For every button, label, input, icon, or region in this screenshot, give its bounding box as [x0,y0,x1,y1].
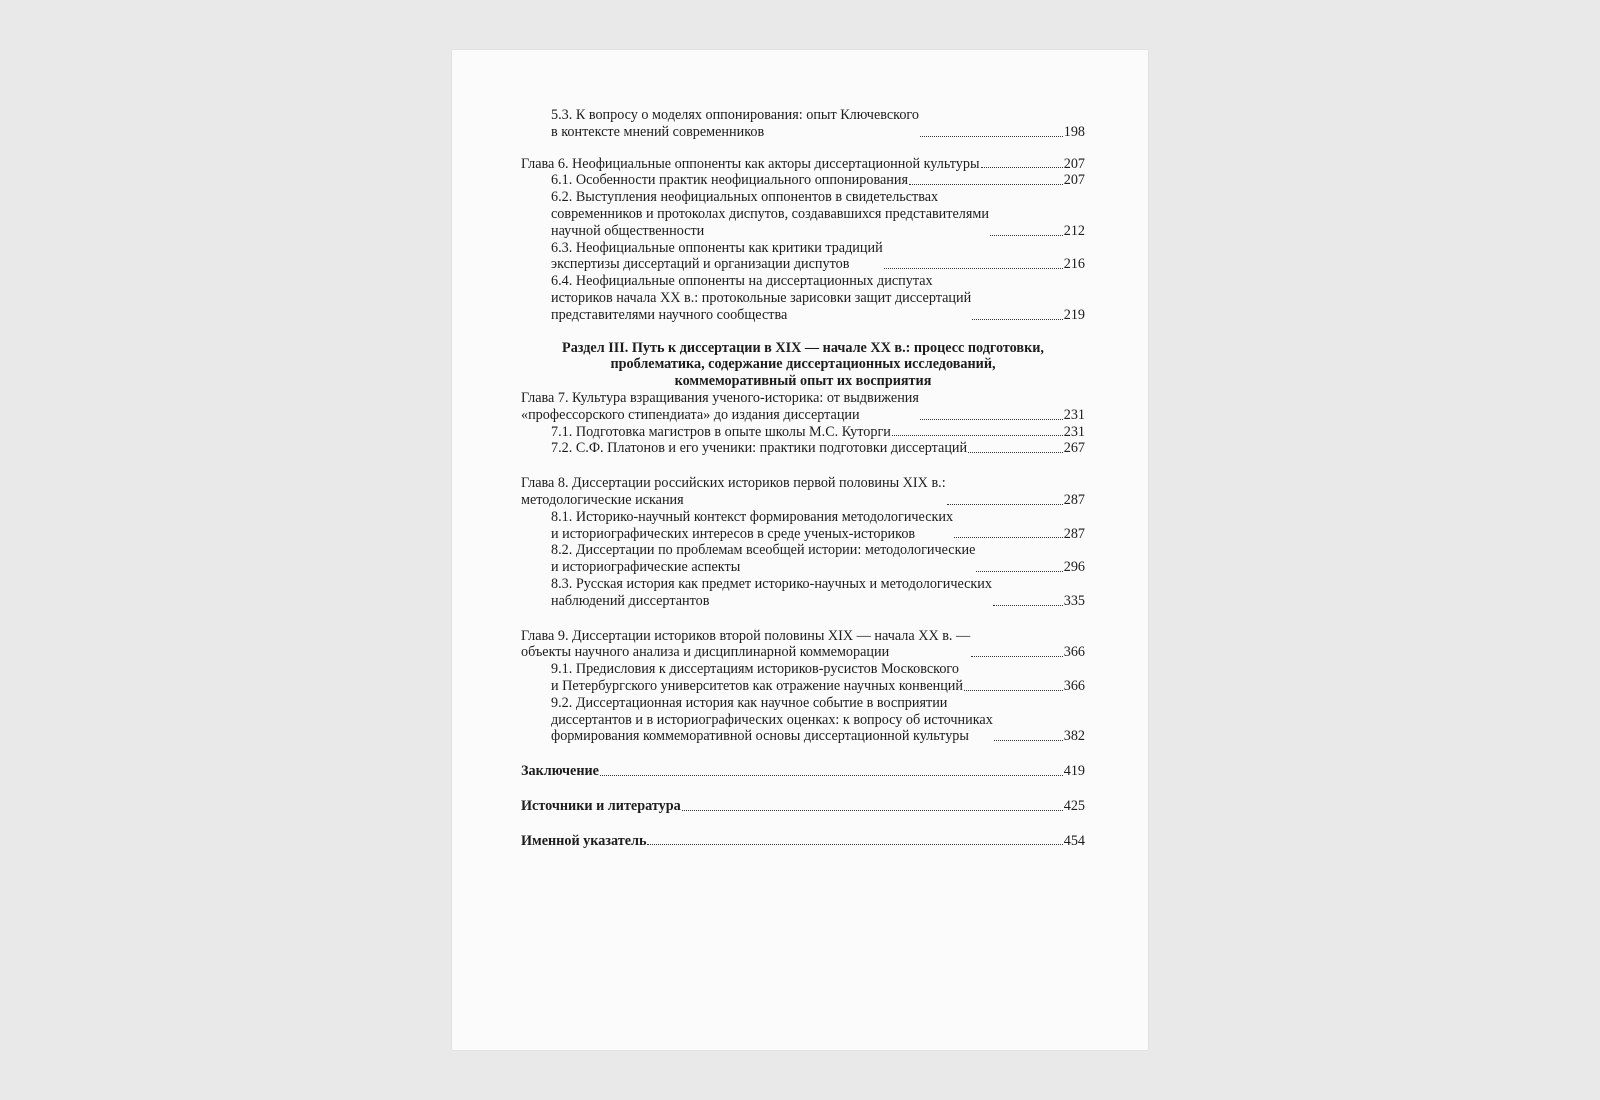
page-number: 207 [1063,155,1085,172]
dot-leader [909,184,1063,185]
section-heading [521,340,1085,390]
section-heading-line: коммеморативный опыт их восприятия [674,373,932,390]
toc-line: Глава 9. Диссертации историков второй половины XIX — начала XX в. — [521,627,971,644]
toc-line: Глава 7. Культура взращивания ученого-историка: от выдвижения [521,389,919,406]
dot-leader [976,571,1062,572]
toc-entry-6-4 [521,273,1085,323]
section-heading-line: проблематика, содержание диссертационных исследований, [610,356,996,373]
toc-line: 7.1. Подготовка магистров в опыте школы М.С. Куторги [551,423,891,440]
toc-line: методологические искания [521,491,684,508]
toc-line: научной общественности [551,222,705,239]
dot-leader [971,656,1063,657]
dot-leader [892,435,1063,436]
dot-leader [972,319,1063,320]
page-number: 267 [1063,440,1085,457]
toc-line: экспертизы диссертаций и организации диспутов [551,256,850,273]
toc-entry-6-3 [521,240,1085,274]
toc-line: 5.3. К вопросу о моделях оппонирования: опыт Ключевского [551,107,919,123]
toc-entry-7-2 [521,440,1085,457]
toc-line: современников и протоколах диспутов, создававшихся представителями [551,205,989,222]
dot-leader [647,844,1062,845]
dot-leader [981,167,1063,168]
page-number: 212 [1063,222,1085,239]
toc-line: 7.2. С.Ф. Платонов и его ученики: практики подготовки диссертаций [551,440,968,457]
dot-leader [920,136,1063,137]
dot-leader [990,235,1063,236]
toc-line: 6.1. Особенности практик неофициального оппонирования [551,172,908,189]
dot-leader [994,740,1063,741]
dot-leader [947,504,1063,505]
dot-leader [968,452,1063,453]
toc-line: 8.1. Историко-научный контекст формирования методологических [551,508,954,525]
table-of-contents [521,107,1085,849]
toc-line: формирования коммеморативной основы диссертационной культуры [551,728,969,745]
toc-entry-7-1 [521,424,1085,441]
page-number: 382 [1063,728,1085,745]
toc-line: диссертантов и в историографических оценках: к вопросу об источниках [551,711,993,728]
dot-leader [920,419,1063,420]
toc-line: Заключение [521,763,599,780]
toc-line: и Петербургского университетов как отражение научных конвенций [551,677,963,694]
toc-entry-chapter-7 [521,390,1085,424]
toc-entry-9-1 [521,661,1085,695]
toc-line: Глава 6. Неофициальные оппоненты как акторы диссертационной культуры [521,155,980,172]
toc-line: «профессорского стипендиата» до издания диссертации [521,406,860,423]
section-heading-line: Раздел III. Путь к диссертации в XIX — начале XX в.: процесс подготовки, [562,339,1044,356]
page-number: 216 [1063,256,1085,273]
toc-entry-6-1 [521,172,1085,189]
toc-entry-9-2 [521,695,1085,745]
page-number: 198 [1063,123,1085,140]
book-page [452,50,1148,1050]
toc-entry-sources [521,798,1085,815]
toc-entry-chapter-8 [521,475,1085,509]
toc-line: 6.2. Выступления неофициальных оппонентов в свидетельствах [551,189,939,206]
page-number: 219 [1063,306,1085,323]
toc-line: 6.3. Неофициальные оппоненты как критики традиций [551,239,883,256]
toc-line: 6.4. Неофициальные оппоненты на диссертационных диспутах [551,273,933,290]
page-number: 287 [1063,491,1085,508]
toc-entry-8-2 [521,542,1085,576]
page-number: 231 [1063,423,1085,440]
dot-leader [884,268,1063,269]
toc-entry-conclusion [521,763,1085,780]
dot-leader [993,605,1063,606]
toc-entry-5-3 [521,107,1085,141]
toc-line: в контексте мнений современников [551,123,765,140]
toc-line: 9.2. Диссертационная история как научное событие в восприятии [551,694,948,711]
toc-entry-8-3 [521,576,1085,610]
toc-entry-6-2 [521,189,1085,239]
toc-line: объекты научного анализа и дисциплинарной коммеморации [521,644,890,661]
toc-line: 8.3. Русская история как предмет историко-научных и методологических [551,575,992,592]
dot-leader [600,775,1063,776]
page-number: 287 [1063,525,1085,542]
toc-line: и историографические аспекты [551,559,741,576]
page-number: 296 [1063,559,1085,576]
toc-line: представителями научного сообщества [551,306,788,323]
toc-entry-chapter-9 [521,628,1085,662]
page-number: 335 [1063,592,1085,609]
page-number: 207 [1063,172,1085,189]
toc-line: 8.2. Диссертации по проблемам всеобщей истории: методологические [551,542,976,559]
toc-line: Именной указатель [521,832,647,849]
toc-entry-8-1 [521,509,1085,543]
toc-entry-chapter-6 [521,156,1085,173]
toc-entry-name-index [521,833,1085,850]
toc-line: и историографических интересов в среде ученых-историков [551,525,916,542]
toc-line: Глава 8. Диссертации российских историков первой половины XIX в.: [521,475,946,492]
toc-line: Источники и литература [521,797,681,814]
toc-line: историков начала XX в.: протокольные зарисовки защит диссертаций [551,289,972,306]
page-number: 231 [1063,406,1085,423]
dot-leader [954,537,1063,538]
page-number: 419 [1063,763,1085,780]
dot-leader [682,810,1063,811]
page-number: 366 [1063,677,1085,694]
page-number: 366 [1063,644,1085,661]
toc-line: 9.1. Предисловия к диссертациям историков-русистов Московского [551,661,959,678]
toc-line: наблюдений диссертантов [551,592,710,609]
page-number: 454 [1063,832,1085,849]
page-number: 425 [1063,797,1085,814]
dot-leader [964,690,1063,691]
